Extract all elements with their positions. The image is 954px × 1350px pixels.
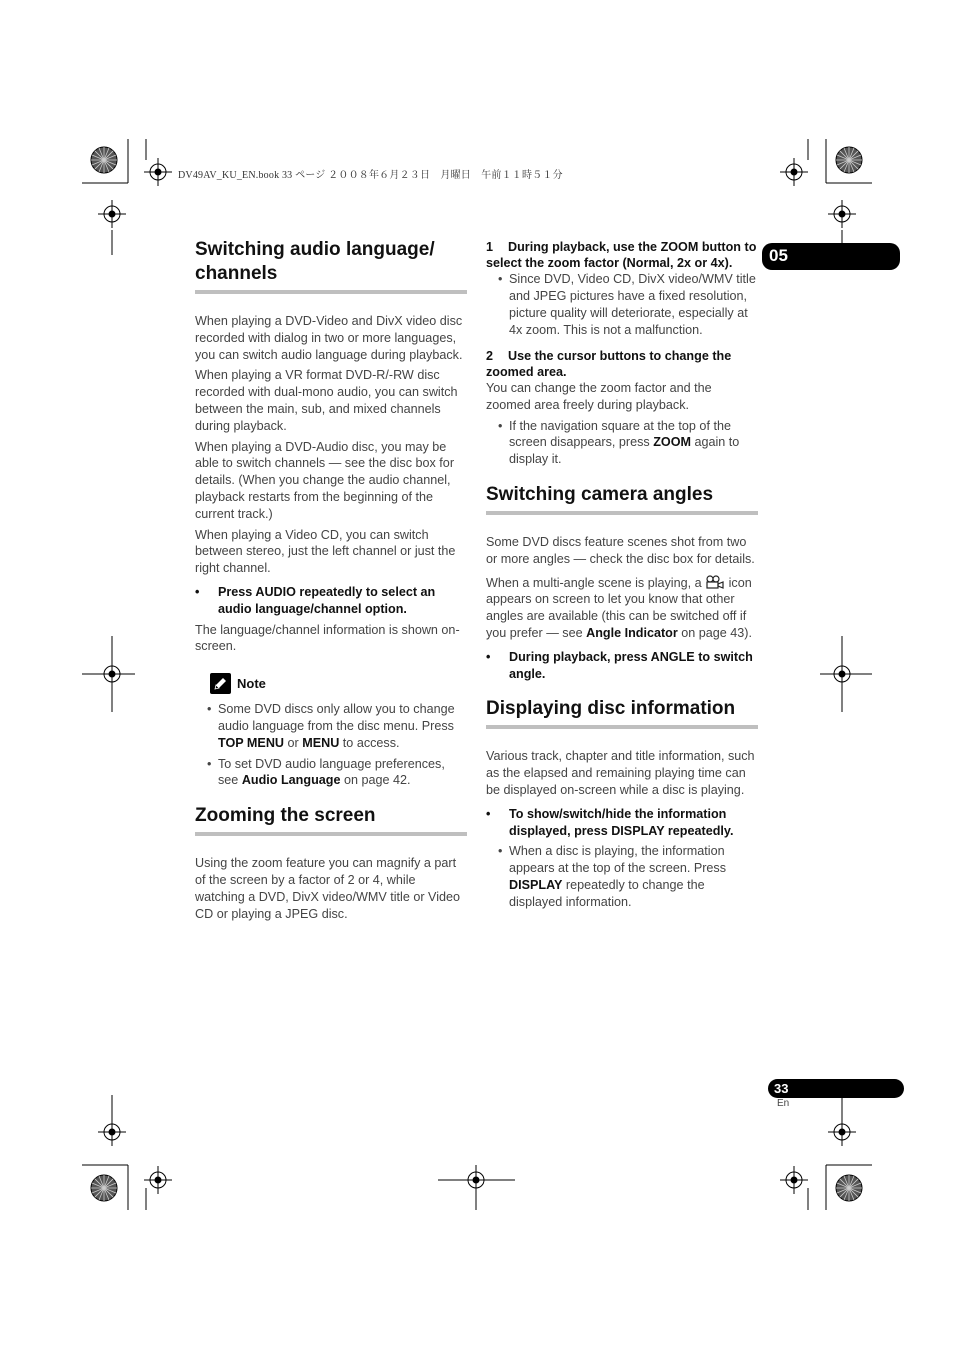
note-label: Note — [237, 676, 266, 692]
language-code: En — [777, 1098, 790, 1109]
crosshair-mid-right — [828, 660, 856, 688]
display-paragraph-1: Various track, chapter and title information, such as the elapsed and remaining playing time can be displayed on-screen while a disc is playing. — [486, 749, 755, 797]
angles-paragraph-1: Some DVD discs feature scenes shot from two or more angles — check the disc box for details. — [486, 534, 755, 566]
crosshair-mid-left — [98, 660, 126, 688]
crosshair-bottom-right — [780, 1166, 808, 1194]
heading-disc-information: Displaying disc information — [486, 697, 758, 729]
right-column — [486, 239, 758, 915]
zoom-paragraph-1: Using the zoom feature you can magnify a part of the screen by a factor of 2 or 4, while watching a DVD, DivX video/WMV title or Video CD or playing a JPEG disc. — [195, 856, 461, 921]
audio-paragraph-5: The language/channel information is shown on-screen. — [195, 622, 460, 654]
step-number: 2 — [486, 348, 494, 363]
display-instruction: • To show/switch/hide the information displayed, press DISPLAY repeatedly. — [486, 806, 734, 838]
step-number: 1 — [486, 240, 494, 254]
heading-audio-language: Switching audio language/ channels — [195, 238, 467, 294]
heading-camera-angles: Switching camera angles — [486, 483, 758, 515]
bullet-dot: • — [498, 844, 503, 859]
bullet-dot: • — [486, 806, 491, 821]
bullet-dot: • — [498, 418, 503, 433]
registration-star-top-right — [836, 147, 862, 173]
crosshair-top-right — [780, 158, 808, 186]
bullet-dot: • — [207, 756, 212, 771]
angles-paragraph-2: When a multi-angle scene is playing, a icon appears on screen to let you know that other angles are available (this can be switched off if you prefer — see Angle Indicator on page 43). — [486, 575, 753, 640]
bullet-dot: • — [486, 649, 491, 664]
audio-instruction — [195, 584, 467, 618]
chapter-tab — [762, 243, 900, 270]
registration-star-bottom-right — [836, 1175, 862, 1201]
crosshair-bottom-left — [144, 1166, 172, 1194]
note-header — [195, 673, 467, 695]
audio-paragraph-2: When playing a VR format DVD-R/-RW disc recorded with dual-mono audio, you can switch between the main, sub, and mixed channels during playback. — [195, 368, 458, 433]
crosshair-lower-left — [98, 1118, 126, 1146]
left-column — [195, 238, 467, 926]
note-item-2: • To set DVD audio language preferences, see Audio Language on page 42. — [207, 756, 445, 788]
note-pencil-icon — [210, 673, 231, 694]
note-item-1: • Some DVD discs only allow you to change audio language from the disc menu. Press TOP MENU or MENU to access. — [207, 702, 455, 750]
page-number: 33 — [774, 1081, 789, 1096]
registration-star-top-left — [91, 147, 117, 173]
audio-instruction-text: Press AUDIO repeatedly to select an audio language/channel option. — [218, 584, 436, 616]
heading-zooming: Zooming the screen — [195, 804, 467, 836]
display-bullet: • When a disc is playing, the information appears at the top of the screen. Press DISPLAY repeatedly to change the displayed information. — [498, 844, 727, 909]
zoom-step-2-paragraph: You can change the zoom factor and the zoomed area freely during playback. — [486, 381, 712, 412]
zoom-step-2: 2 Use the cursor buttons to change the zoomed area. — [486, 348, 732, 379]
crosshair-upper-left — [98, 200, 126, 228]
bullet-dot: • — [498, 272, 503, 287]
zoom-step-1: 1 During playback, use the ZOOM button to select the zoom factor (Normal, 2x or 4x). — [486, 240, 757, 271]
bullet-dot: • — [207, 702, 212, 717]
camera-angle-icon — [705, 575, 725, 589]
print-file-info: DV49AV_KU_EN.book 33 ページ ２００８年６月２３日 月曜日 午前１１時５１分 — [178, 170, 563, 181]
crosshair-lower-right — [828, 1118, 856, 1146]
crosshair-bottom-center — [462, 1166, 490, 1194]
zoom-step-1-bullet: • Since DVD, Video CD, DivX video/WMV title and JPEG pictures have a fixed resolution, picture quality will deteriorate, especially at 4x zoom. This is not a malfunction. — [498, 272, 756, 337]
audio-paragraph-1: When playing a DVD-Video and DivX video disc recorded with dialog in two or more languages, you can switch audio language during playback. — [195, 314, 463, 362]
zoom-step-2-bullet: • If the navigation square at the top of the screen disappears, press ZOOM again to display it. — [498, 418, 740, 467]
crosshair-upper-right — [828, 200, 856, 228]
angles-instruction: • During playback, press ANGLE to switch angle. — [486, 649, 753, 681]
audio-paragraph-3: When playing a DVD-Audio disc, you may be able to switch channels — see the disc box for details. (When you change the audio channel, playback restarts from the beginning of the current track.) — [195, 439, 455, 521]
registration-star-bottom-left — [91, 1175, 117, 1201]
audio-paragraph-4: When playing a Video CD, you can switch between stereo, just the left channel or just the right channel. — [195, 527, 456, 576]
page-number-tab — [768, 1079, 904, 1098]
bullet-dot: • — [195, 584, 200, 599]
chapter-number: 05 — [769, 246, 788, 265]
crosshair-top-left — [144, 158, 172, 186]
